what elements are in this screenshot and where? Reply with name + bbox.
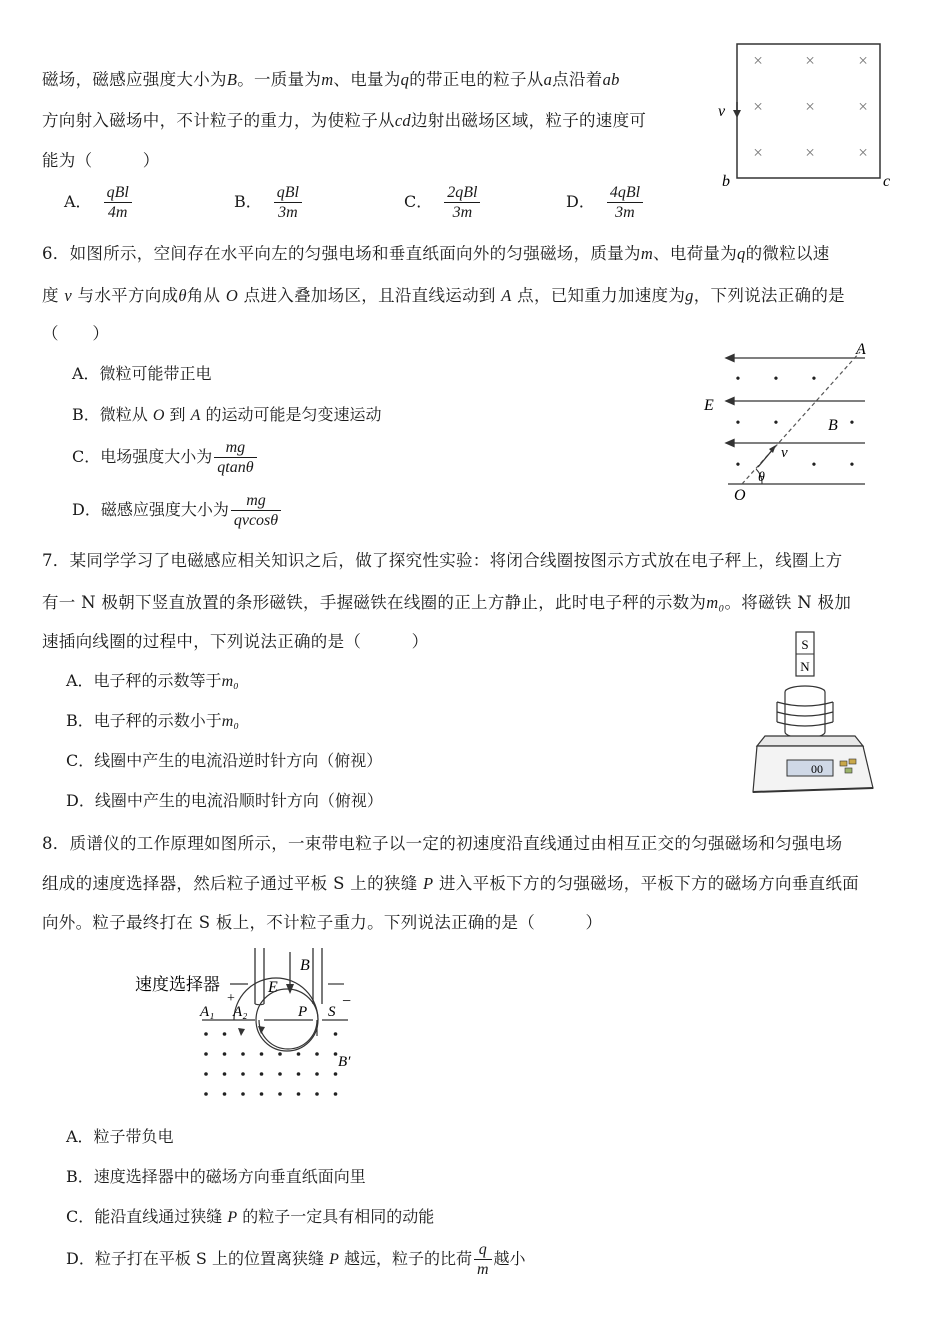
field-dot xyxy=(260,1072,264,1076)
field-dot xyxy=(315,1052,319,1056)
magnet-n-label: N xyxy=(800,659,810,674)
field-dot xyxy=(334,1032,338,1036)
field-dot: • xyxy=(849,458,855,473)
q7-line1: 7．某同学学习了电磁感应相关知识之后，做了探究性实验：将闭合线圈按图示方式放在电子秤上，线圈上方 xyxy=(42,551,843,570)
field-cross-mark: × xyxy=(805,143,815,162)
q5-option-a[interactable]: A． $\frac{\text{qBl}}{4m}$ xyxy=(64,183,134,222)
q8-option-c[interactable]: C．能沿直线通过狭缝 P 的粒子一定具有相同的动能 xyxy=(66,1207,435,1226)
field-cross-mark: × xyxy=(753,97,763,116)
q5-option-c[interactable]: C． $\frac{\text{2qBl}}{3m}$ xyxy=(404,183,482,222)
scale-display: 00 xyxy=(811,762,823,776)
q7-option-b[interactable]: B．电子秤的示数小于m₀ xyxy=(66,711,239,730)
field-dot: • xyxy=(773,372,779,387)
q8-fig-minus: − xyxy=(342,993,352,1010)
field-dot xyxy=(334,1092,338,1096)
field-cross-mark: × xyxy=(858,51,868,70)
field-dot: • xyxy=(735,372,741,387)
field-dot xyxy=(334,1072,338,1076)
field-cross-mark: × xyxy=(858,143,868,162)
q8-line1: 8．质谱仪的工作原理如图所示，一束带电粒子以一定的初速度沿直线通过由相互正交的匀强磁场和匀强电场 xyxy=(42,834,843,853)
q8-line3: 向外。粒子最终打在 S 板上，不计粒子重力。下列说法正确的是（ ） xyxy=(42,913,603,932)
field-dot xyxy=(241,1092,245,1096)
field-dot xyxy=(223,1092,227,1096)
magnet-s-label: S xyxy=(801,637,809,652)
field-dot xyxy=(278,1092,282,1096)
q6-line3: （ ） xyxy=(42,324,110,343)
field-dot xyxy=(260,1052,264,1056)
q6-option-b[interactable]: B．微粒从 O 到 A 的运动可能是匀变速运动 xyxy=(72,405,382,424)
q5-fig-c-label: c xyxy=(883,173,891,190)
field-dot: • xyxy=(811,458,817,473)
q8-fig-b-label: B xyxy=(300,957,310,974)
q7-option-d[interactable]: D．线圈中产生的电流沿顺时针方向（俯视） xyxy=(66,791,383,810)
q5-line3: 能为（ ） xyxy=(42,151,160,170)
q8-mass-spectrometer-figure xyxy=(130,942,370,1107)
q8-fig-plus: + xyxy=(227,991,235,1006)
field-dot xyxy=(223,1052,227,1056)
q7-option-a[interactable]: A．电子秤的示数等于m₀ xyxy=(66,671,239,690)
q6-fig-v-label: v xyxy=(781,445,788,461)
q8-option-a[interactable]: A．粒子带负电 xyxy=(66,1127,174,1146)
field-dot xyxy=(223,1032,227,1036)
q6-line2: 度 v 与水平方向成θ角从 O 点进入叠加场区，且沿直线运动到 A 点，已知重力加速度为g，下列说法正确的是 xyxy=(42,286,845,305)
field-cross-mark: × xyxy=(805,97,815,116)
q6-fig-e-label: E xyxy=(704,397,714,414)
field-dot xyxy=(204,1092,208,1096)
field-cross-mark: × xyxy=(753,143,763,162)
field-dot xyxy=(204,1052,208,1056)
q8-line2: 组成的速度选择器，然后粒子通过平板 S 上的狭缝 P 进入平板下方的匀强磁场，平板下方的磁场方向垂直纸面 xyxy=(42,874,859,893)
field-dot xyxy=(204,1032,208,1036)
field-dot xyxy=(223,1072,227,1076)
q5-line1: 磁场，磁感应强度大小为B。一质量为m、电量为q的带正电的粒子从a点沿着ab xyxy=(42,70,620,89)
field-dot xyxy=(204,1072,208,1076)
field-cross-mark: × xyxy=(753,51,763,70)
q8-fig-a2-label: A₂ xyxy=(233,1004,248,1020)
field-dot: • xyxy=(735,416,741,431)
q6-fig-theta-label: θ xyxy=(758,470,765,485)
q8-fig-selector-label: 速度选择器 xyxy=(135,975,220,994)
field-cross-mark: × xyxy=(805,51,815,70)
field-dot xyxy=(334,1052,338,1056)
field-cross-mark: × xyxy=(858,97,868,116)
field-dot xyxy=(278,1072,282,1076)
q7-line3: 速插向线圈的过程中，下列说法正确的是（ ） xyxy=(42,632,429,651)
q5-option-d[interactable]: D． $\frac{\text{4qBl}}{3m}$ xyxy=(566,183,645,222)
q8-fig-bprime-label: B′ xyxy=(338,1054,351,1070)
q6-fig-a-label: A xyxy=(856,341,866,358)
field-dot: • xyxy=(849,416,855,431)
q6-fig-b-label: B xyxy=(828,417,838,434)
q6-option-c[interactable]: C．电场强度大小为 $\frac{mg}{qtan\theta}$ xyxy=(72,438,259,477)
field-dot xyxy=(315,1072,319,1076)
q8-fig-s-label: S xyxy=(328,1004,336,1020)
field-dot: • xyxy=(735,458,741,473)
q5-magnetic-field-figure xyxy=(700,40,910,195)
q8-fig-p-label: P xyxy=(298,1004,308,1020)
field-dot xyxy=(297,1072,301,1076)
field-dot xyxy=(315,1092,319,1096)
q8-fig-e-label: E xyxy=(268,979,278,996)
field-dot: • xyxy=(773,416,779,431)
q8-option-d[interactable]: D．粒子打在平板 S 上的位置离狭缝 P 越远，粒子的比荷 $\frac{q}{m}$ 越小 xyxy=(66,1241,526,1278)
q7-scale-figure xyxy=(745,628,880,803)
q8-option-b[interactable]: B．速度选择器中的磁场方向垂直纸面向里 xyxy=(66,1167,366,1186)
q5-line2: 方向射入磁场中，不计粒子的重力，为使粒子从cd边射出磁场区域，粒子的速度可 xyxy=(42,111,647,130)
q6-line1: 6．如图所示，空间存在水平向左的匀强电场和垂直纸面向外的匀强磁场，质量为m、电荷量为q的微粒以速 xyxy=(42,244,830,263)
field-dot xyxy=(241,1052,245,1056)
field-dot xyxy=(260,1092,264,1096)
q6-field-figure xyxy=(700,338,880,503)
q8-fig-a1-label: A₁ xyxy=(200,1004,215,1020)
field-dot xyxy=(278,1052,282,1056)
q6-option-a[interactable]: A．微粒可能带正电 xyxy=(72,364,212,383)
q5-fig-v-label: v xyxy=(718,103,726,120)
q6-option-d[interactable]: D．磁感应强度大小为 $\frac{mg}{qvcos\theta}$ xyxy=(72,491,283,530)
field-dot xyxy=(241,1072,245,1076)
field-dot xyxy=(297,1092,301,1096)
field-dot: • xyxy=(811,372,817,387)
q6-fig-o-label: O xyxy=(734,487,746,503)
q5-option-b[interactable]: B． $\frac{\text{qBl}}{3m}$ xyxy=(234,183,304,222)
field-dot xyxy=(297,1052,301,1056)
q7-option-c[interactable]: C．线圈中产生的电流沿逆时针方向（俯视） xyxy=(66,751,383,770)
q5-fig-b-label: b xyxy=(722,173,730,190)
q7-line2: 有一 N 极朝下竖直放置的条形磁铁，手握磁铁在线圈的正上方静止，此时电子秤的示数为m₀。将磁铁 N 极加 xyxy=(42,593,852,612)
